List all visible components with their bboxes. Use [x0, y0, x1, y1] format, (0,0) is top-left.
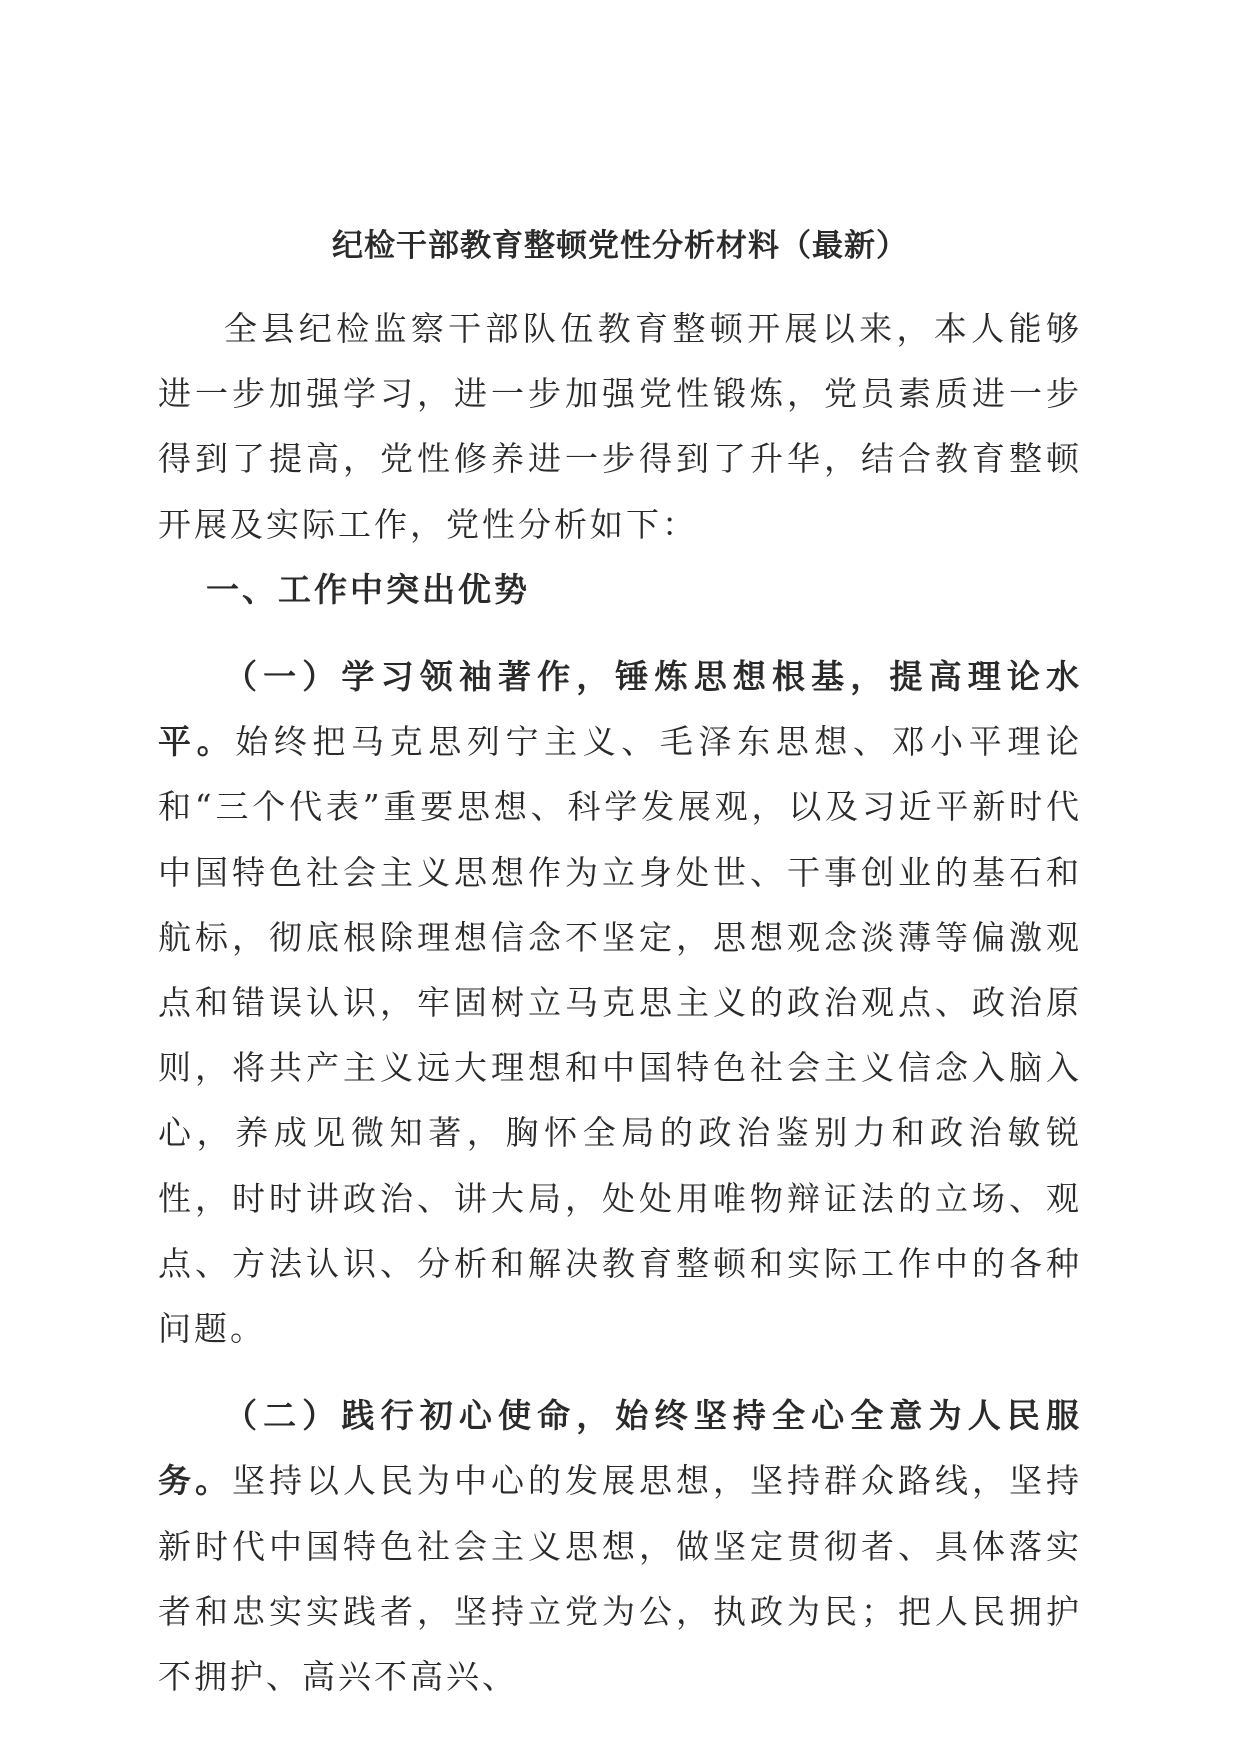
item1-text: 始终把马克思列宁主义、毛泽东思想、邓小平理论和“三个代表”重要思想、科学发展观，以及习近平新时代中国特色社会主义思想作为立身处世、干事创业的基石和航标，彻底根除理想信念不坚定，思想观念淡薄等偏激观点和错误认识，牢固树立马克思主义的政治观点、政治原则，将共产主义远大理想和中国特色社会主义信念入脑入心，养成见微知著，胸怀全局的政治鉴别力和政治敏锐性，时时讲政治、讲大局，处处用唯物辩证法的立场、观点、方法认识、分析和解决教育整顿和实际工作中的各种问题。 [158, 722, 1083, 1349]
document-body [158, 296, 1082, 1709]
item1-paragraph [158, 644, 1082, 1361]
document-title: 纪检干部教育整顿党性分析材料（最新） [332, 228, 908, 264]
item2-subheading: （二）践行初心使命，始终坚持全心全意为人民服务。 [158, 1396, 1082, 1501]
section-heading-advantages: 一、工作中突出优势 [206, 569, 530, 609]
item1-subheading: （一）学习领袖著作，锤炼思想根基，提高理论水平。 [158, 657, 1082, 762]
item2-paragraph [158, 1383, 1082, 1709]
item2-text: 坚持以人民为中心的发展思想，坚持群众路线，坚持新时代中国特色社会主义思想，做坚定贯彻者、具体落实者和忠实实践者，坚持立党为公，执政为民；把人民拥护不拥护、高兴不高兴、 [158, 1461, 1082, 1697]
intro-paragraph: 全县纪检监察干部队伍教育整顿开展以来，本人能够进一步加强学习，进一步加强党性锻炼，党员素质进一步得到了提高，党性修养进一步得到了升华，结合教育整顿开展及实际工作，党性分析如下： [158, 309, 1082, 544]
